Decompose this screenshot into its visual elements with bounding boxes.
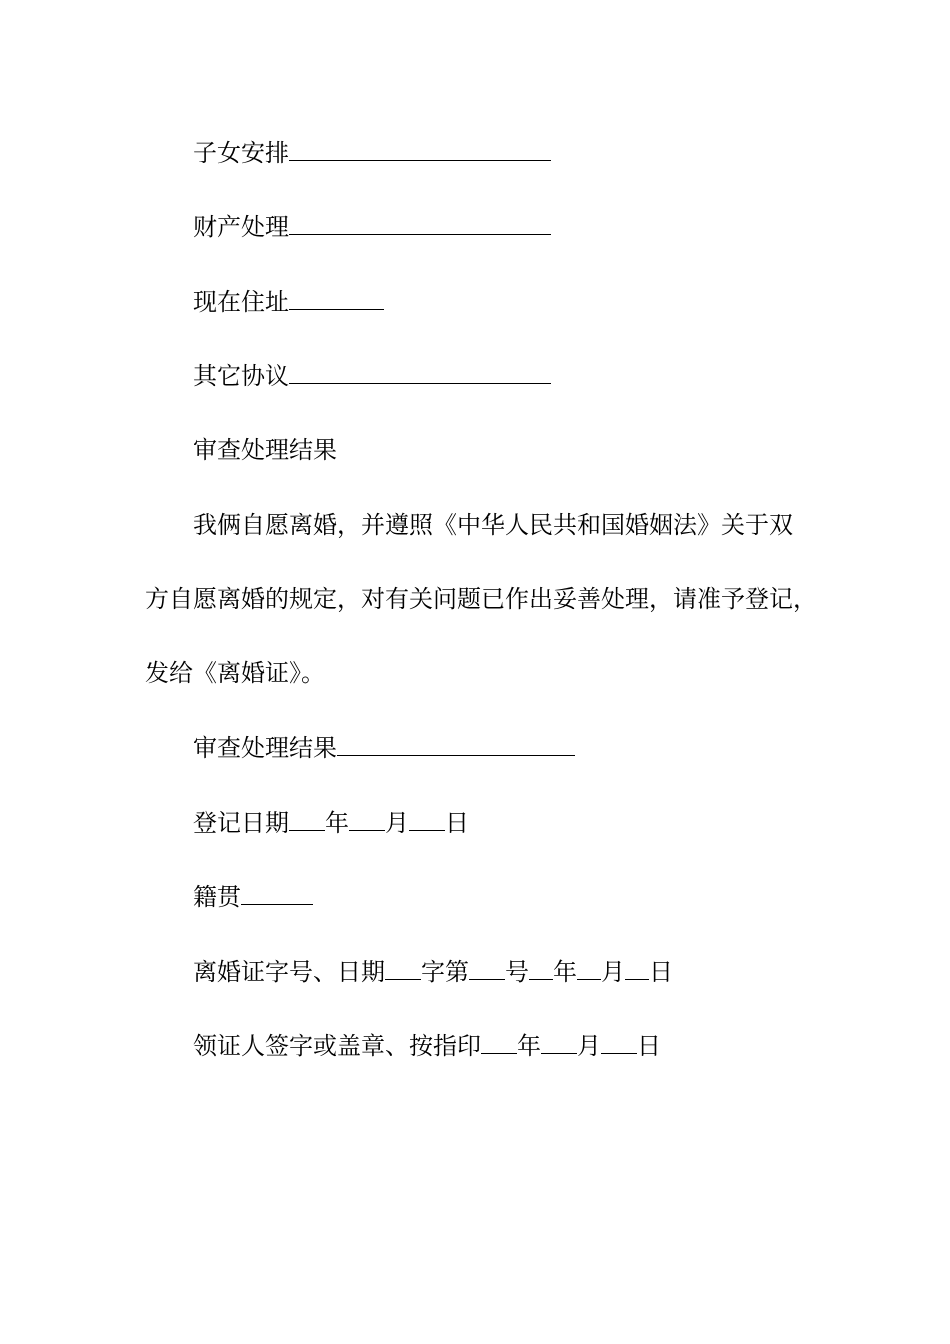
label-year: 年 xyxy=(325,809,349,837)
blank-reg-day xyxy=(409,808,445,831)
blank-cert-day xyxy=(625,957,649,980)
field-certificate-number xyxy=(145,957,873,987)
blank-reg-year xyxy=(289,808,325,831)
label-hao: 号 xyxy=(505,958,529,986)
label-zi-di: 字第 xyxy=(421,958,469,986)
field-registration-date xyxy=(145,808,873,838)
blank-cert-prefix xyxy=(385,957,421,980)
label-month: 月 xyxy=(385,809,409,837)
blank-other xyxy=(289,361,551,384)
blank-children xyxy=(289,138,551,161)
field-address xyxy=(145,287,873,317)
paragraph-line-2 xyxy=(145,584,825,614)
label-other: 其它协议 xyxy=(193,362,289,390)
blank-cert-year xyxy=(529,957,553,980)
blank-review xyxy=(337,733,575,756)
label-cert-day: 日 xyxy=(649,958,673,986)
label-receiver-month: 月 xyxy=(577,1032,601,1060)
paragraph-line-1 xyxy=(145,510,873,540)
blank-address xyxy=(289,287,384,310)
blank-property xyxy=(289,212,551,235)
label-review-1: 审查处理结果 xyxy=(193,436,337,464)
label-address: 现在住址 xyxy=(193,288,289,316)
label-reg-date: 登记日期 xyxy=(193,809,289,837)
blank-reg-month xyxy=(349,808,385,831)
paragraph-line-3 xyxy=(145,658,825,688)
blank-native xyxy=(241,882,313,905)
field-children xyxy=(145,138,873,168)
paragraph-text-1: 我俩自愿离婚，并遵照《中华人民共和国婚姻法》关于双 xyxy=(193,511,793,539)
field-receiver-signature xyxy=(145,1031,873,1061)
paragraph-text-3: 发给《离婚证》。 xyxy=(145,659,325,687)
label-native: 籍贯 xyxy=(193,883,241,911)
blank-cert-month xyxy=(577,957,601,980)
paragraph-text-2: 方自愿离婚的规定，对有关问题已作出妥善处理，请准予登记， xyxy=(145,585,817,613)
label-review-2: 审查处理结果 xyxy=(193,734,337,762)
blank-receiver-month xyxy=(541,1031,577,1054)
blank-receiver-day xyxy=(601,1031,637,1054)
label-cert-year: 年 xyxy=(553,958,577,986)
blank-cert-number xyxy=(469,957,505,980)
blank-receiver-year xyxy=(481,1031,517,1054)
label-cert-month: 月 xyxy=(601,958,625,986)
label-receiver-day: 日 xyxy=(637,1032,661,1060)
label-children: 子女安排 xyxy=(193,139,289,167)
label-receiver: 领证人签字或盖章、按指印 xyxy=(193,1032,481,1060)
label-property: 财产处理 xyxy=(193,213,289,241)
label-cert-no: 离婚证字号、日期 xyxy=(193,958,385,986)
field-other xyxy=(145,361,873,391)
field-property xyxy=(145,212,873,242)
heading-review xyxy=(145,435,873,465)
label-day: 日 xyxy=(445,809,469,837)
field-review xyxy=(145,733,873,763)
label-receiver-year: 年 xyxy=(517,1032,541,1060)
field-native-place xyxy=(145,882,873,912)
